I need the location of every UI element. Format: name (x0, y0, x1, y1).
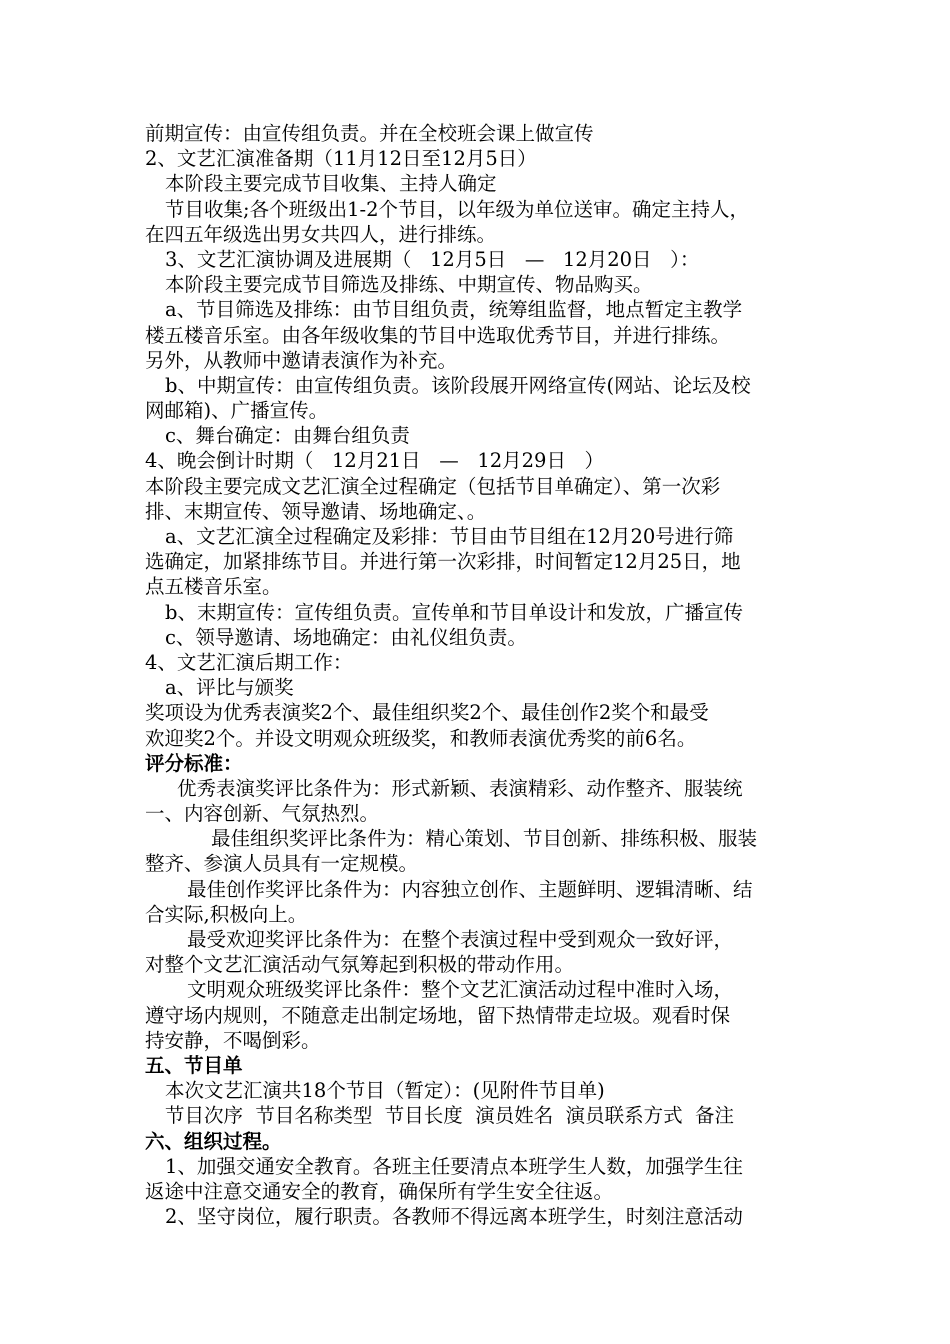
paragraph-line: 合实际,积极向上。 (145, 902, 308, 926)
paragraph-line: 最佳创作奖评比条件为：内容独立创作、主题鲜明、逻辑清晰、结 (187, 877, 753, 901)
paragraph-line: 持安静，不喝倒彩。 (145, 1028, 321, 1052)
paragraph-line: a、文艺汇演全过程确定及彩排：节目由节目组在12月20号进行筛 (165, 525, 734, 548)
paragraph-line: 优秀表演奖评比条件为：形式新颖、表演精彩、动作整齐、服装统 (177, 776, 743, 800)
paragraph-line: 整齐、参演人员具有一定规模。 (145, 852, 419, 876)
paragraph-line: a、节目筛选及排练：由节目组负责，统筹组监督，地点暂定主教学 (165, 298, 743, 322)
paragraph-line: 本次文艺汇演共18个节目（暂定）：(见附件节目单) (165, 1079, 605, 1103)
paragraph-line: 欢迎奖2个。并设文明观众班级奖，和教师表演优秀奖的前6名。 (145, 726, 697, 750)
paragraph-line: 3、文艺汇演协调及进展期（ 12月5日 — 12月20日 ）： (165, 247, 700, 271)
document-body (145, 121, 815, 1229)
paragraph-line: 返途中注意交通安全的教育，确保所有学生安全往返。 (145, 1179, 614, 1203)
paragraph-line: 对整个文艺汇演活动气氛筹起到积极的带动作用。 (145, 953, 575, 977)
paragraph-line: c、舞台确定：由舞台组负责 (165, 424, 410, 448)
section-heading: 评分标准： (145, 751, 243, 775)
paragraph-line: 奖项设为优秀表演奖2个、最佳组织奖2个、最佳创作2奖个和最受 (145, 701, 709, 725)
paragraph-line: 前期宣传：由宣传组负责。并在全校班会课上做宣传 (145, 122, 594, 145)
paragraph-line: 4、文艺汇演后期工作： (145, 650, 353, 674)
paragraph-line: 本阶段主要完成文艺汇演全过程确定（包括节目单确定）、第一次彩 (145, 474, 721, 498)
paragraph-line: 另外，从教师中邀请表演作为补充。 (145, 348, 458, 372)
paragraph-line: 4、晚会倒计时期（ 12月21日 — 12月29日 ） (145, 449, 605, 473)
paragraph-line: a、评比与颁奖 (165, 676, 294, 700)
paragraph-line: 2、坚守岗位，履行职责。各教师不得远离本班学生，时刻注意活动 (165, 1205, 743, 1229)
paragraph-line: 最佳组织奖评比条件为：精心策划、节目创新、排练积极、服装 (211, 827, 758, 851)
paragraph-line: b、中期宣传：由宣传组负责。该阶段展开网络宣传(网站、论坛及校 (165, 373, 751, 397)
paragraph-line: c、领导邀请、场地确定：由礼仪组负责。 (165, 625, 527, 649)
paragraph-line: 2、文艺汇演准备期（11月12日至12月5日） (145, 147, 537, 171)
paragraph-line: 节目收集;各个班级出1-2个节目，以年级为单位送审。确定主持人， (165, 197, 749, 221)
paragraph-line: 遵守场内规则，不随意走出制定场地，留下热情带走垃圾。观看时保 (145, 1003, 731, 1027)
paragraph-line: 在四五年级选出男女共四人，进行排练。 (145, 222, 497, 246)
paragraph-line: 节目次序 节目名称类型 节目长度 演员姓名 演员联系方式 备注 (165, 1104, 734, 1128)
paragraph-line: b、末期宣传：宣传组负责。宣传单和节目单设计和发放，广播宣传 (165, 600, 743, 624)
paragraph-line: 文明观众班级奖评比条件：整个文艺汇演活动过程中准时入场， (187, 978, 734, 1002)
paragraph-line: 一、内容创新、气氛热烈。 (145, 802, 380, 826)
paragraph-line: 最受欢迎奖评比条件为：在整个表演过程中受到观众一致好评， (187, 928, 734, 951)
paragraph-line: 本阶段主要完成节目筛选及排练、中期宣传、物品购买。 (165, 273, 653, 297)
section-heading: 五、节目单 (145, 1053, 243, 1077)
paragraph-line: 排、末期宣传、领导邀请、场地确定、。 (145, 499, 487, 523)
paragraph-line: 本阶段主要完成节目收集、主持人确定 (165, 172, 497, 196)
paragraph-line: 选确定，加紧排练节目。并进行第一次彩排，时间暂定12月25日，地 (145, 550, 741, 574)
paragraph-line: 点五楼音乐室。 (145, 575, 282, 599)
section-heading: 六、组织过程。 (145, 1129, 282, 1153)
paragraph-line: 楼五楼音乐室。由各年级收集的节目中选取优秀节目，并进行排练。 (145, 323, 731, 347)
paragraph-line: 网邮箱)、广播宣传。 (145, 399, 329, 423)
paragraph-line: 1、加强交通安全教育。各班主任要清点本班学生人数，加强学生往 (165, 1154, 743, 1178)
